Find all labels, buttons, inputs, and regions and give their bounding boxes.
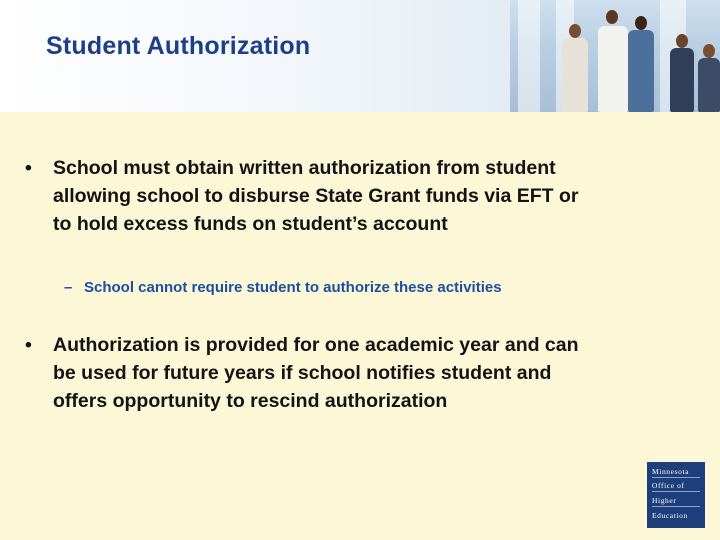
photo-person: [598, 26, 628, 112]
logo-line: Higher: [652, 496, 677, 505]
bullet-symbol: •: [25, 157, 32, 179]
header-photo: [510, 0, 720, 112]
logo-line: Education: [652, 511, 688, 520]
photo-person-head: [703, 44, 715, 58]
photo-person-head: [606, 10, 618, 24]
bullet-text: Authorization is provided for one academic year and can be used for future years if school notifies student and offers opportunity to rescind authorization: [53, 334, 579, 412]
bullet-text: School must obtain written authorization from student allowing school to disburse State Grant funds via EFT or to hold excess funds on student’s account: [53, 157, 579, 235]
sub-bullet-item: [64, 278, 564, 297]
sub-bullet-text: School cannot require student to authorize these activities: [84, 279, 502, 296]
photo-person-head: [635, 16, 647, 30]
slide-title: Student Authorization: [46, 32, 311, 60]
sub-bullet-symbol: –: [64, 279, 73, 296]
slide-header: [0, 0, 720, 112]
photo-window-pane: [518, 0, 540, 112]
bullet-item: [25, 331, 580, 415]
logo-line: Office of: [652, 481, 685, 490]
photo-person: [698, 58, 720, 112]
logo-divider: [652, 477, 700, 478]
photo-person: [628, 30, 654, 112]
logo-divider: [652, 506, 700, 507]
photo-person-head: [569, 24, 581, 38]
mohe-logo: [647, 462, 705, 528]
photo-person: [562, 38, 588, 112]
photo-person-head: [676, 34, 688, 48]
slide-body: [0, 112, 720, 540]
bullet-symbol: •: [25, 334, 32, 356]
photo-person: [670, 48, 694, 112]
bullet-item: [25, 154, 585, 238]
logo-divider: [652, 491, 700, 492]
logo-line: Minnesota: [652, 467, 690, 476]
